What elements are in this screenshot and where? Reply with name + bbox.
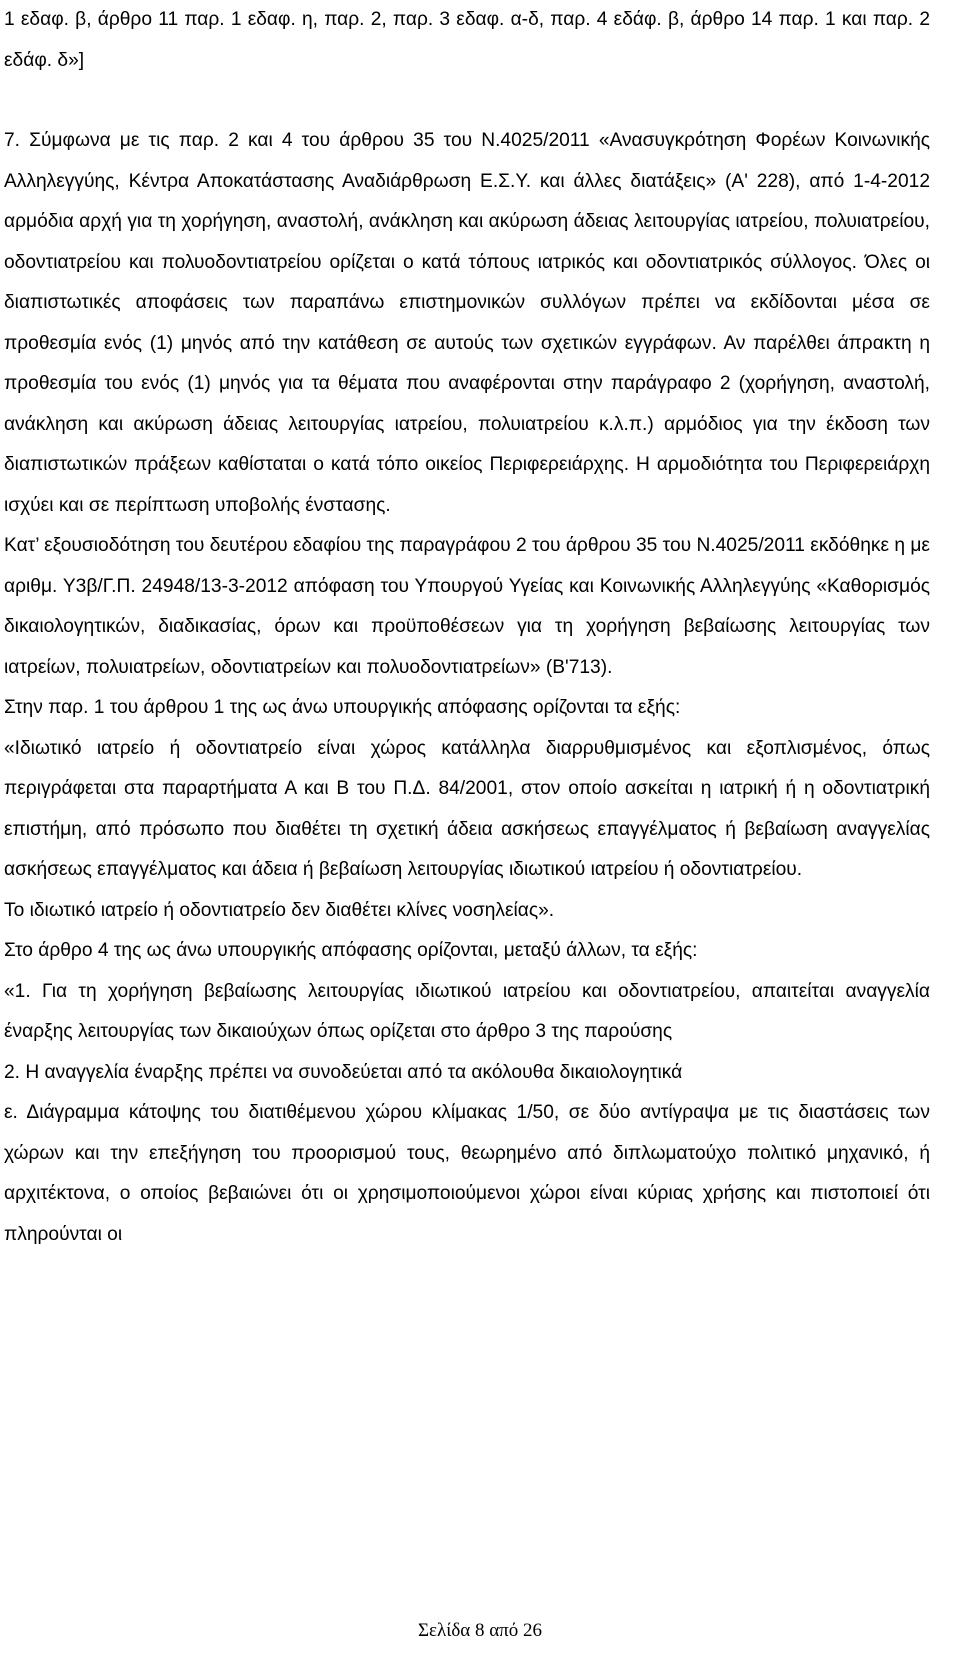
paragraph-legal-reference: 1 εδαφ. β, άρθρο 11 παρ. 1 εδαφ. η, παρ. 2, παρ. 3 εδαφ. α-δ, παρ. 4 εδάφ. β, άρθρο 14 παρ. 1 και παρ. 2 εδάφ. δ»] [4, 9, 930, 71]
paragraph-article-1-quote: «Ιδιωτικό ιατρείο ή οδοντιατρείο είναι χώρος κατάλληλα διαρρυθμισμένος και εξοπλισμένος, όπως περιγράφεται στα παραρτήματα Α και Β του Π.Δ. 84/2001, στον οποίο ασκείται η ιατρική ή η οδοντιατρική επιστήμη, από πρόσωπο που διαθέτει τη σχετική άδεια ασκήσεως επαγγέλματος ή βεβαίωση αναγγελίας ασκήσεως επαγγέλματος και άδεια ή βεβαίωση λειτουργίας ιδιωτικού ιατρείου ή οδοντιατρείου. [4, 737, 930, 880]
paragraph-no-beds: Το ιδιωτικό ιατρείο ή οδοντιατρείο δεν διαθέτει κλίνες νοσηλείας». [4, 899, 555, 921]
paragraph-article-4-intro: Στο άρθρο 4 της ως άνω υπουργικής απόφασης ορίζονται, μεταξύ άλλων, τα εξής: [4, 940, 698, 961]
paragraph-article-4-item-2: 2. Η αναγγελία έναρξης πρέπει να συνοδεύεται από τα ακόλουθα δικαιολογητικά [4, 1061, 683, 1083]
paragraph-spacer [4, 81, 930, 121]
paragraph-authorization: Κατ’ εξουσιοδότηση του δευτέρου εδαφίου της παραγράφου 2 του άρθρου 35 του Ν.4025/2011 εκδόθηκε η με αριθμ. Υ3β/Γ.Π. 24948/13-3-2012 απόφαση του Υπουργού Υγείας και Κοινωνικής Αλληλεγγύης «Καθορισμός δικαιολογητικών, διαδικασίας, όρων και προϋποθέσεων για τη χορήγηση βεβαίωσης λειτουργίας των ιατρείων, πολυιατρείων, οδοντιατρείων και πολυοδοντιατρείων» (Β'713). [4, 535, 930, 678]
document-page [4, 0, 930, 1255]
paragraph-article-4-item-1: «1. Για τη χορήγηση βεβαίωσης λειτουργίας ιδιωτικού ιατρείου και οδοντιατρείου, απαιτείται αναγγελία έναρξης λειτουργίας των δικαιούχων όπως ορίζεται στο άρθρο 3 της παρούσης [4, 980, 930, 1042]
paragraph-item-7: 7. Σύμφωνα με τις παρ. 2 και 4 του άρθρου 35 του Ν.4025/2011 «Ανασυγκρότηση Φορέων Κοινωνικής Αλληλεγγύης, Κέντρα Αποκατάστασης Αναδιάρθρωση Ε.Σ.Υ. και άλλες διατάξεις» (Α' 228), από 1-4-2012 αρμόδια αρχή για τη χορήγηση, αναστολή, ανάκληση και ακύρωση άδειας λειτουργίας ιατρείου, πολυιατρείου, οδοντιατρείου και πολυοδοντιατρείου ορίζεται ο κατά τόπους ιατρικός και οδοντιατρικός σύλλογος. Όλες οι διαπιστωτικές αποφάσεις των παραπάνω επιστημονικών συλλόγων πρέπει να εκδίδονται μέσα σε προθεσμία ενός (1) μηνός από την κατάθεση σε αυτούς των σχετικών εγγράφων. Αν παρέλθει άπρακτη η προθεσμία του ενός (1) μηνός για τα θέματα που αναφέρονται στην παράγραφο 2 (χορήγηση, αναστολή, ανάκληση και ακύρωση άδειας λειτουργίας ιατρείου, πολυιατρείου κ.λ.π.) αρμόδιος για την έκδοση των διαπιστωτικών πράξεων καθίσταται ο κατά τόπο οικείος Περιφερειάρχης. Η αρμοδιότητα του Περιφερειάρχη ισχύει και σε περίπτωση υποβολής ένστασης. [4, 130, 930, 516]
page-number-footer: Σελίδα 8 από 26 [417, 1620, 543, 1641]
paragraph-article-1-intro: Στην παρ. 1 του άρθρου 1 της ως άνω υπουργικής απόφασης ορίζονται τα εξής: [4, 697, 681, 718]
paragraph-item-e: ε. Διάγραμμα κάτοψης του διατιθέμενου χώρου κλίμακας 1/50, σε δύο αντίγραψα με τις διαστάσεις των χώρων και την επεξήγηση του προορισμού τους, θεωρημένο από διπλωματούχο πολιτικό μηχανικό, ή αρχιτέκτονα, ο οποίος βεβαιώνει ότι οι χρησιμοποιούμενοι χώροι είναι κύριας χρήσης και πιστοποιεί ότι πληρούνται οι [4, 1102, 930, 1245]
